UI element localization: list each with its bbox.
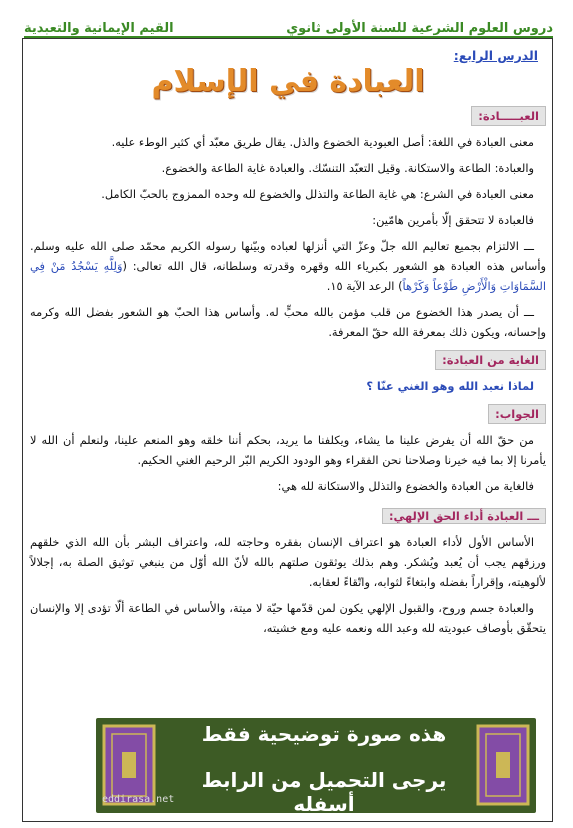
preview-watermark-banner[interactable] [96, 718, 536, 816]
paragraph-two-conditions: فالعبادة لا تتحقق إلّا بأمرين هامّين: [372, 213, 534, 227]
paragraph-love: ـــ أن يصدر هذا الخضوع من قلب مؤمن بالله محبٍّ له. وأساس هذا الحبّ هو الشعور بفضل الله وكرمه وإحسانه، ويكون ذلك بمعرفة الله حقّ المعرفة. [30, 305, 546, 339]
book-icon [474, 722, 532, 808]
document-body [30, 46, 546, 638]
paragraph-commitment [30, 236, 546, 296]
paragraph-legal-meaning: معنى العبادة في الشرع: هي غاية الطاعة والتذلل والخضوع لله وحده الممزوج بالحبّ الكامل. [101, 187, 534, 201]
quran-verse: وَلِلَّهِ يَسْجُدُ مَنْ فِي السَّمَاوَاتِ وَالْأَرْضِ طَوْعاً وَكَرْهاً [30, 259, 546, 293]
header-right-title: دروس العلوم الشرعية للسنة الأولى ثانوي [286, 21, 553, 36]
section-heading-answer: الجواب: [488, 404, 546, 424]
watermark-preview-notice: هذه صورة توضيحية فقط [201, 722, 447, 746]
paragraph-goal-is: فالغاية من العبادة والخضوع والتذلل والاستكانة لله هي: [277, 479, 534, 493]
header-left-title: القيم الإيمانية والتعبدية [24, 21, 174, 36]
paragraph-foundation: الأساس الأول لأداء العبادة هو اعتراف الإنسان بفقره وحاجته لله، واعتراف البشر بأن الله الذي خلقهم ورزقهم يجب أن يُعبد ويُشكر. وهم بذلك يوثقون صلتهم بالله لأنّ الله أوّل من ينبغي توثيق الصلة به، إجلالاً لألوهيته، وإقراراً بفضله وابتغاءً لثوابه، واتّقاءً لعقابه. [30, 535, 546, 589]
subheading-divine-right-text: ـــ العبادة أداء الحق الإلهي: [382, 508, 546, 524]
paragraph-language-meaning: معنى العبادة في اللغة: أصل العبودية الخضوع والذل. يقال طريق معبّد أي كثير الوطء عليه. [111, 135, 534, 149]
header-rule [24, 36, 553, 38]
watermark-download-notice[interactable]: يرجى التحميل من الرابط أسفله [201, 768, 447, 816]
watermark-site-url[interactable]: eddirasa.net [102, 794, 175, 805]
question-text: لماذا نعبد الله وهو الغني عنّا ؟ [366, 379, 534, 393]
section-heading-worship: العبـــــادة: [471, 106, 546, 126]
lesson-title: العبادة في الإسلام [151, 64, 425, 99]
lesson-label: الدرس الرابع: [453, 48, 538, 63]
paragraph-obedience: والعبادة: الطاعة والاستكانة. وقيل التعبّد التنسّك. والعبادة غاية الطاعة والخضوع. [161, 161, 534, 175]
section-heading-goal: الغاية من العبادة: [435, 350, 546, 370]
paragraph-answer: من حقّ الله أن يفرض علينا ما يشاء، ويكلفنا ما يريد، بحكم أننا خلقه وهو المنعم علينا، ولنعلم أن الله لا يأمرنا إلا بما فيه خيرنا وصلاحنا نحن الفقراء وهو الودود الكريم البّر الرحيم الغني الحكيم. [30, 433, 546, 467]
subheading-divine-right [30, 506, 546, 526]
paragraph-body-and-soul: والعبادة جسم وروح، والقبول الإلهي يكون لمن قدّمها حيّة لا ميتة، والأساس في الطاعة ألّا تؤدى إلا والإنسان يتحقّق بأوصاف عبوديته لله وعبد الله ونعمه عليه ومع خشيته، [30, 601, 546, 635]
page-header [24, 10, 553, 36]
verse-reference: ) الرعد الآية ١٥. [326, 279, 403, 293]
commitment-text: ـــ الالتزام بجميع تعاليم الله جلّ وعزّ التي أنزلها لعباده وبيّنها رسوله الكريم محمّد صلى الله عليه وسلم. وأساس هذه العبادة هو الشعور بكبرياء الله وقهره وقدرته وسلطانه، قال الله تعالى: ( [30, 239, 546, 273]
